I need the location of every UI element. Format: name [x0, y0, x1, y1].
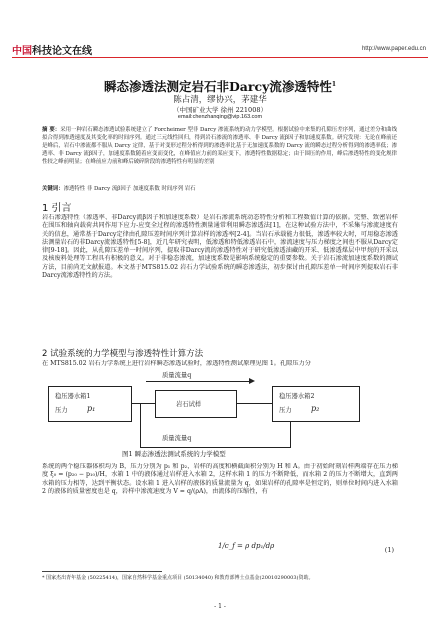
section-heading-2: 2 试验系统的力学模型与渗透特性计算方法 — [42, 349, 204, 359]
logo-rest: 科技论文在线 — [32, 46, 92, 57]
abstract-label: 摘 要： — [42, 127, 61, 133]
abstract — [42, 126, 397, 184]
logo-cn: 中国 — [12, 46, 32, 57]
tank-2-pressure-label: 压力 — [279, 407, 292, 414]
equation-formula: 1/c_f = ρ dp₁/dρ — [218, 542, 275, 550]
figure-1 — [44, 370, 400, 456]
return-pipe-left — [140, 403, 141, 447]
rock-sample-box — [155, 390, 237, 418]
arrow-right-icon — [249, 378, 255, 384]
flow-label-top: 质量流量q — [162, 372, 192, 379]
header-divider — [12, 57, 428, 58]
return-pipe-right — [290, 422, 291, 448]
equation-number: (1) — [384, 546, 394, 554]
tank-1-label: 稳压器水箱1 — [55, 393, 91, 400]
keywords-text: 渗透特性 非 Darcy 流β因子 加速度系数 时间序列 岩石 — [63, 186, 196, 192]
flow-arrow-top-line — [146, 381, 251, 382]
paper-authors: 陈占清，缪协兴，茅建华 — [173, 95, 267, 105]
section-heading-1: 1 引言 — [42, 203, 72, 214]
abstract-text: 采用一种岩石瞬态渗透试验系统建立了 Forcheimer 型非 Darcy 渗流系统的动力学模型。根据试验中来集的孔隙压差序列，通过差分和曲线拟合得到渗透速度及其变化率的时间序列。通过三元线性回归，得到岩石渗流的渗透率、非 Darcy 流β因子和加速度系数。研究发现：无论在峰前还是峰后，岩石中渗流都不服从 Darcy 定律，基于对变形过程分析得到的渗透率比基于无加速度系数的 Darcy 流的瞬态过程分析得到的渗透率低；渗透率、非 Darcy 流β因子，加速度系数随着应变而变化，在峰值应力前的某应变下，渗透特性数据稳定；由于围压的作用，峰后渗透特性的变化规律性较之峰前明显；在峰前应力前和峰后破碎阶段的渗透特性有明显的差别 — [42, 127, 397, 166]
tank-1-pressure-var: p₁ — [87, 404, 96, 413]
footnote: * 国家杰出青年基金 (50225414)，国家自然科学基金重点项目 (50134040) 和教育部博士点基金(20010290003)资助。 — [42, 575, 314, 581]
title-footnote-mark: 1 — [331, 80, 337, 88]
tank-1-pressure-label: 压力 — [55, 407, 68, 414]
figure-caption: 图1 瞬态渗透法测试系统的力学模型 — [122, 450, 226, 458]
equation-1 — [42, 540, 398, 562]
keywords-label: 关键词： — [42, 186, 64, 192]
section2-body: 系统的两个稳压器体积均为 B，压力分别为 p₁ 和 p₂，岩样的高度和横截面积分别为 H 和 A。由于初始时刻岩样两端存在压力梯度 ξ₀ = (p₂₀ − p₁₀)/H，水箱 1 中的液体通过岩样进入水箱 2，这样水箱 1 的压力不断降低，而水箱 2 的压力不断增大，直到两水箱的压力相等，达到平衡状态。设水箱 1 进入岩样的液体的质量流量为 q，如果岩样的孔隙率是恒定的，则单位时间内进入水箱 2 的液体的质量密度也是 q，岩样中渗流速度为 V = q/(ρA)，由流体的压缩性，有 — [42, 463, 398, 495]
tank-2-label: 稳压器水箱2 — [279, 393, 315, 400]
return-pipe-bottom — [140, 447, 290, 448]
keywords — [42, 185, 397, 194]
section1-paragraph: 岩石渗透特性（渗透率、非Darcy流β因子和加速度系数）是岩石渗流系统动态特性分析和工程数值计算的依据。完整、致密岩样在围压和轴向载荷共同作用下应力-应变全过程的渗透特性测量通常利用瞬态渗透法[1]，在这种试验方法中，不采集与渗流速度有关的信息，通常基于Darcy定律由孔隙压差时间序列计算岩样的渗透率[2-4]。当岩石承载能力很低，渗透率较大时，可用稳态渗透法测量岩石的非Darcy流渗透特性[5-8]，近几年研究表明，低渗透和特低渗透岩石中，渗流速度与压力梯度之间也不服从Darcy定律[9-18]。因此，从孔隙压差单一时间序列，提取非Darcy流的渗透特性对于研究低渗透油藏的开采、低渗透煤层中甲烷的开采以及核废料处理等工程具有积极的意义。对于非稳态渗流，加速度系数是影响系统稳定的重要参数。关于岩石渗流加速度系数的测试方法，目前尚无文献报道。本文基于MTS815.02 岩石力学试验系统的瞬态渗透法，初步探讨由孔隙压差单一时间序列提取岩石非Darcy流渗透特性的方法。 — [42, 214, 398, 280]
pipe-right — [236, 403, 272, 404]
site-logo[interactable] — [12, 42, 92, 57]
tank-2-box — [272, 386, 360, 422]
rock-sample-label: 岩石试样 — [176, 401, 202, 408]
paper-affiliation: （中国矿业大学 徐州 221008） — [173, 106, 267, 114]
tank-2-pressure-var: p₂ — [311, 404, 320, 413]
site-url[interactable]: http://www.paper.edu.cn — [361, 46, 426, 52]
pipe-left — [131, 403, 155, 404]
paper-email: email:chenzhanqing@vip.163.com — [177, 114, 263, 120]
tank-1-box — [48, 386, 132, 422]
section2-intro: 在 MTS815.02 岩石力学系统上进行岩样瞬态渗透试验时，渗透特性测试原理见图 1。孔隙压力分 — [42, 360, 311, 367]
page-header — [0, 0, 440, 56]
paper-title-text: 瞬态渗透法测定岩石非Darcy流渗透特性 — [103, 79, 332, 94]
page-number: - 1 - — [214, 603, 226, 610]
flow-label-bottom: 质量流量q — [162, 435, 192, 442]
footnote-divider — [42, 571, 162, 572]
